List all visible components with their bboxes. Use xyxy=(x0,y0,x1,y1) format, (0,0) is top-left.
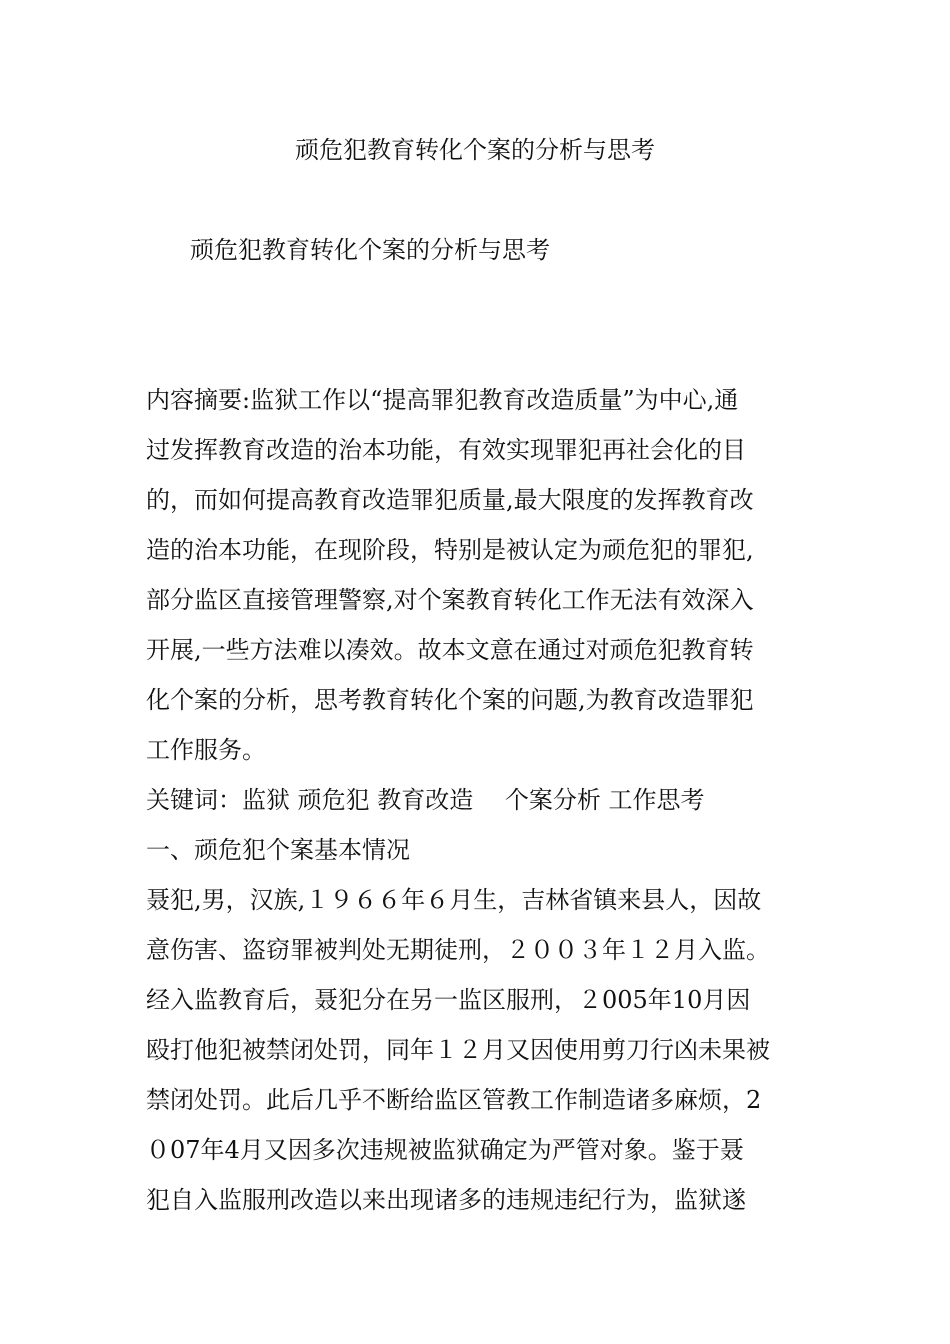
body-line: 过发挥教育改造的治本功能，有效实现罪犯再社会化的目 xyxy=(146,436,746,464)
body-line: 意伤害、盗窃罪被判处无期徒刑，２００３年１２月入监。 xyxy=(146,936,770,964)
body-line: 工作服务。 xyxy=(146,736,266,764)
body-line: 禁闭处罚。此后几乎不断给监区管教工作制造诸多麻烦，2 xyxy=(146,1086,762,1114)
document-title: 顽危犯教育转化个案的分析与思考 xyxy=(295,136,655,164)
body-line: ０07年4月又因多次违规被监狱确定为严管对象。鉴于聂 xyxy=(146,1136,744,1164)
body-line: 犯自入监服刑改造以来出现诸多的违规违纪行为，监狱遂 xyxy=(146,1186,746,1214)
keywords-line: 关键词：监狱 顽危犯 教育改造 个案分析 工作思考 xyxy=(146,786,705,814)
body-line: 经入监教育后，聂犯分在另一监区服刑，２005年10月因 xyxy=(146,986,751,1014)
body-line: 的，而如何提高教育改造罪犯质量,最大限度的发挥教育改 xyxy=(146,486,754,514)
document-subtitle: 顽危犯教育转化个案的分析与思考 xyxy=(190,236,550,264)
body-line: 造的治本功能，在现阶段，特别是被认定为顽危犯的罪犯, xyxy=(146,536,754,564)
body-line: 聂犯,男，汉族,１９６６年６月生，吉林省镇来县人，因故 xyxy=(146,886,762,914)
body-line: 内容摘要:监狱工作以“提高罪犯教育改造质量”为中心,通 xyxy=(146,386,739,414)
body-line: 化个案的分析，思考教育转化个案的问题,为教育改造罪犯 xyxy=(146,686,754,714)
document-body xyxy=(146,375,826,1225)
section-heading: 一、顽危犯个案基本情况 xyxy=(146,836,410,864)
body-line: 殴打他犯被禁闭处罚，同年１２月又因使用剪刀行凶未果被 xyxy=(146,1036,770,1064)
body-line: 开展,一些方法难以凑效。故本文意在通过对顽危犯教育转 xyxy=(146,636,754,664)
body-line: 部分监区直接管理警察,对个案教育转化工作无法有效深入 xyxy=(146,586,754,614)
